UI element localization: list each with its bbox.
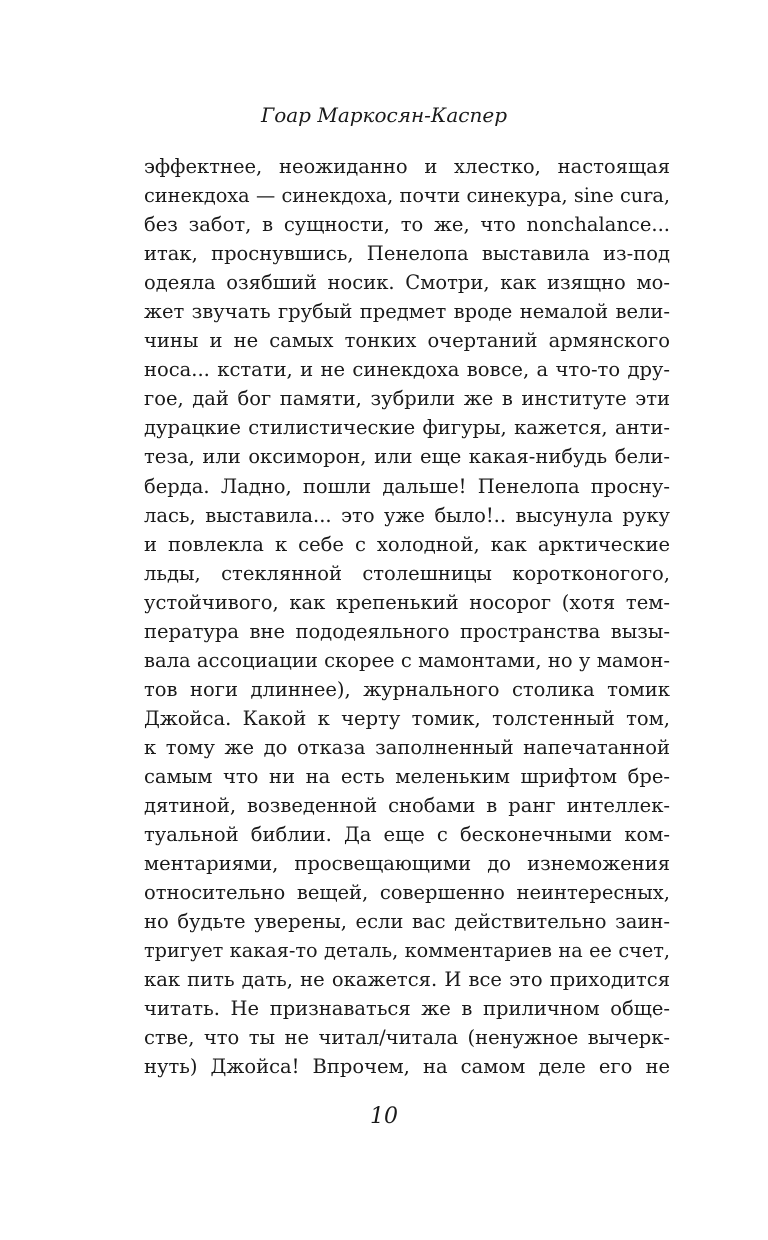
running-header-author: Гоар Маркосян-Каспер [260,103,508,127]
text-line: носа... кстати, и не синекдоха вовсе, а что-то дру- [144,358,670,382]
text-line: и повлекла к себе с холодной, как арктические [144,532,670,556]
text-line: одеяла озябший носик. Смотри, как изящно мо- [144,271,670,295]
text-line: лась, выставила... это уже было!.. высунула руку [144,503,670,527]
text-line: как пить дать, не окажется. И все это приходится [144,968,670,992]
text-line: но будьте уверены, если вас действительно заин- [144,910,670,934]
text-line: тов ноги длиннее), журнального столика томик [144,677,670,701]
page-number: 10 [370,1104,398,1129]
text-line: без забот, в сущности, то же, что nonchalance... [144,213,670,237]
text-line: эффектнее, неожиданно и хлестко, настоящая [144,155,670,178]
text-line: дурацкие стилистические фигуры, кажется, анти- [144,416,670,440]
text-line: устойчивого, как крепенький носорог (хотя тем- [144,590,670,614]
text-line: самым что ни на есть меленьким шрифтом бре- [144,764,670,788]
text-line: Джойса. Какой к черту томик, толстенный том, [144,706,670,730]
text-line: стве, что ты не читал/читала (ненужное вычерк- [144,1026,670,1050]
text-line: нуть) Джойса! Впрочем, на самом деле его не [144,1055,670,1079]
text-line: тригует какая-то деталь, комментариев на ее счет, [144,939,670,963]
text-line: относительно вещей, совершенно неинтересных, [144,881,670,905]
text-line: вала ассоциации скорее с мамонтами, но у мамон- [144,648,670,672]
text-line: берда. Ладно, пошли дальше! Пенелопа просну- [144,474,670,498]
text-line: ментариями, просвещающими до изнеможения [144,852,670,876]
text-line: жет звучать грубый предмет вроде немалой вели- [144,300,670,324]
text-line: дятиной, возведенной снобами в ранг интеллек- [144,794,670,818]
text-line: пература вне пододеяльного пространства вызы- [144,619,670,643]
text-line: итак, проснувшись, Пенелопа выставила из-под [144,242,670,266]
body-text [144,152,670,1082]
text-line: читать. Не признаваться же в приличном обще- [144,997,670,1021]
text-line: гое, дай бог памяти, зубрили же в институте эти [144,387,670,411]
text-line: туальной библии. Да еще с бесконечными ком- [144,823,670,847]
text-line: синекдоха — синекдоха, почти синекура, sine cura, [144,184,670,208]
text-line: теза, или оксиморон, или еще какая-нибудь бели- [144,445,670,469]
text-line: к тому же до отказа заполненный напечатанной [144,735,670,759]
text-line: льды, стеклянной столешницы коротконогого, [144,561,670,585]
text-line: чины и не самых тонких очертаний армянского [144,329,670,353]
